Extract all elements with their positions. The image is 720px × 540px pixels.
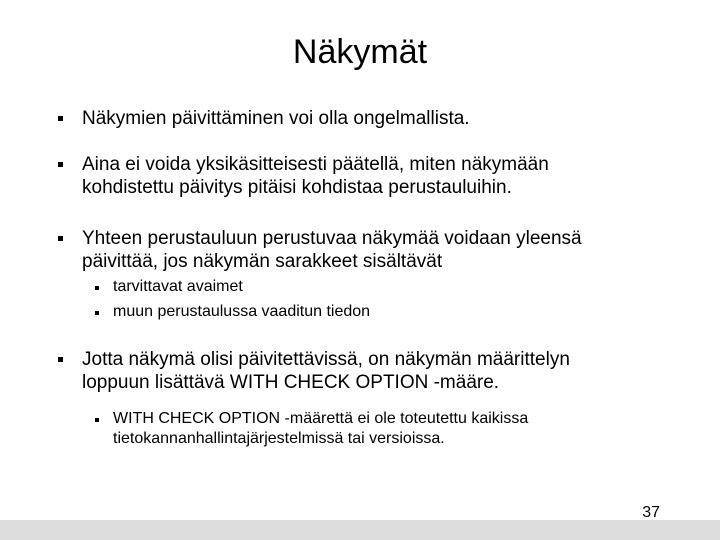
sub-bullet-3-2: muun perustaulussa vaaditun tiedon — [113, 303, 371, 320]
bullet-marker-4 — [58, 357, 63, 362]
bullet-4-line-1: Jotta näkymä olisi päivitettävissä, on näkymän määrittelyn — [82, 349, 570, 370]
bullet-3-line-1: Yhteen perustauluun perustuvaa näkymää voidaan yleensä — [82, 228, 582, 249]
bullet-2-line-2: kohdistettu päivitys pitäisi kohdistaa perustauluihin. — [82, 177, 512, 198]
sub-bullet-marker-4-1 — [95, 418, 99, 422]
sub-bullet-4-1-line-2: tietokannanhallintajärjestelmissä tai versioissa. — [113, 430, 445, 447]
bullet-1 — [82, 107, 642, 130]
bullet-marker-2 — [58, 162, 63, 167]
bullet-2 — [82, 153, 642, 199]
sub-bullet-marker-3-1 — [95, 286, 99, 290]
bullet-4 — [82, 348, 642, 394]
bullet-marker-3 — [58, 236, 63, 241]
bullet-3-line-2: päivittää, jos näkymän sarakkeet sisältävät — [82, 251, 443, 272]
sub-bullet-3-1: tarvittavat avaimet — [113, 278, 243, 295]
sub-bullet-4-1 — [113, 409, 633, 449]
sub-bullet-4-1-line-1: WITH CHECK OPTION -määrettä ei ole toteutettu kaikissa — [113, 410, 529, 427]
slide-title: Näkymät — [292, 33, 428, 71]
bullet-4-line-2: loppuun lisättävä WITH CHECK OPTION -määre. — [82, 372, 500, 393]
bullet-1-line-1: Näkymien päivittäminen voi olla ongelmallista. — [82, 108, 470, 129]
bullet-3 — [82, 227, 642, 273]
bullet-marker-1 — [58, 116, 63, 121]
page-number: 37 — [642, 504, 660, 521]
footer-bar — [0, 520, 720, 540]
sub-bullet-marker-3-2 — [95, 311, 99, 315]
bullet-2-line-1: Aina ei voida yksikäsitteisesti päätellä, miten näkymään — [82, 154, 549, 175]
